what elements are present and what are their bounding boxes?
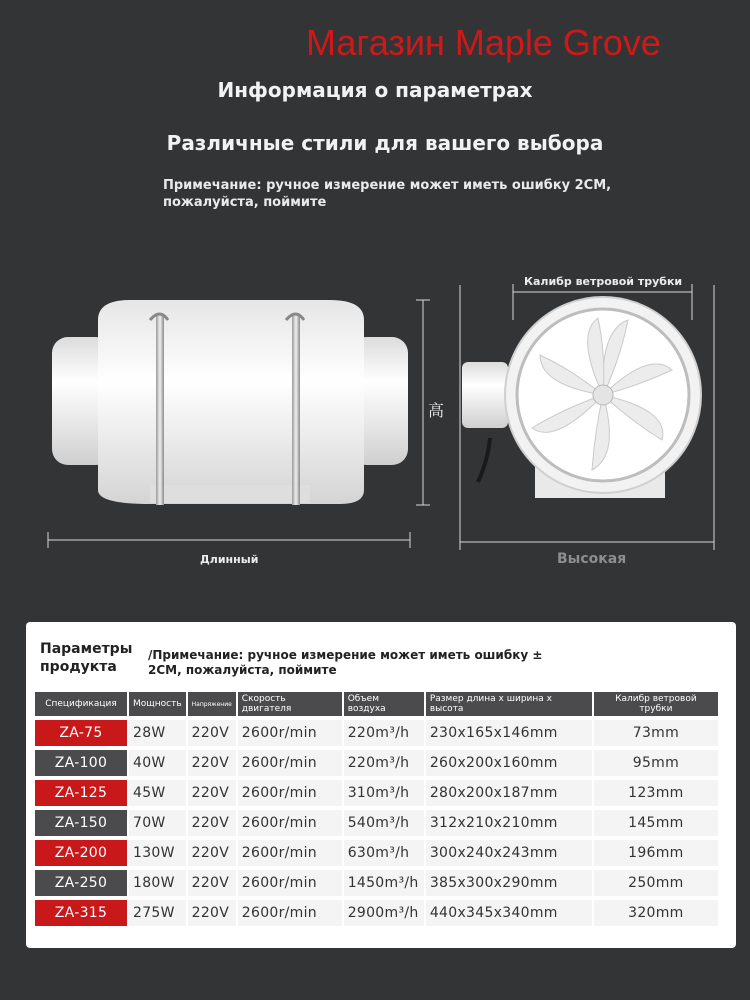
col-air: Объем воздуха [342,692,424,716]
caliber-cell: 250mm [592,870,718,896]
col-caliber: Калибр ветровой трубки [592,692,718,716]
table-row [35,780,718,806]
model-cell: ZA-125 [35,780,127,806]
model-cell: ZA-75 [35,720,127,746]
col-size: Размер длина x ширина x высота [424,692,592,716]
parameters-title: Параметры продукта [40,641,133,675]
table-header-row [35,692,718,716]
speed-cell: 2600r/min [236,870,342,896]
size-cell: 385x300x290mm [424,870,592,896]
voltage-cell: 220V [186,720,236,746]
power-cell: 70W [127,810,186,836]
table-row [35,810,718,836]
caliber-cell: 320mm [592,900,718,926]
table-row [35,900,718,926]
model-cell: ZA-150 [35,810,127,836]
voltage-cell: 220V [186,870,236,896]
air-cell: 2900m³/h [342,900,424,926]
power-cell: 180W [127,870,186,896]
size-cell: 312x210x210mm [424,810,592,836]
caliber-cell: 123mm [592,780,718,806]
size-cell: 230x165x146mm [424,720,592,746]
voltage-cell: 220V [186,900,236,926]
table-row [35,720,718,746]
power-cell: 45W [127,780,186,806]
table-row [35,840,718,866]
col-speed: Скорость двигателя [236,692,342,716]
speed-cell: 2600r/min [236,810,342,836]
speed-cell: 2600r/min [236,900,342,926]
voltage-cell: 220V [186,780,236,806]
table-row [35,870,718,896]
page-title: Информация о параметрах [217,78,533,102]
page-subtitle: Различные стили для вашего выбора [166,131,604,155]
power-cell: 130W [127,840,186,866]
high-label: Высокая [557,551,627,567]
front-view-fan [462,297,701,498]
fan-drawing [0,260,750,580]
size-cell: 300x240x243mm [424,840,592,866]
air-cell: 1450m³/h [342,870,424,896]
voltage-cell: 220V [186,810,236,836]
power-cell: 275W [127,900,186,926]
length-label: Длинный [200,553,259,566]
size-cell: 440x345x340mm [424,900,592,926]
store-brand: Магазин Maple Grove [306,22,661,63]
side-view-fan [52,300,408,505]
voltage-cell: 220V [186,750,236,776]
model-cell: ZA-315 [35,900,127,926]
air-cell: 220m³/h [342,720,424,746]
caliber-cell: 95mm [592,750,718,776]
power-cell: 40W [127,750,186,776]
size-cell: 280x200x187mm [424,780,592,806]
length-dimension [48,532,410,548]
col-voltage: Напряжение [186,692,236,716]
measurement-note: Примечание: ручное измерение может иметь ошибку 2CM, пожалуйста, поймите [163,178,612,210]
speed-cell: 2600r/min [236,840,342,866]
table-row [35,750,718,776]
height-label: 高 [428,401,445,420]
caliber-cell: 73mm [592,720,718,746]
model-cell: ZA-250 [35,870,127,896]
air-cell: 630m³/h [342,840,424,866]
speed-cell: 2600r/min [236,720,342,746]
duct-caliber-label: Калибр ветровой трубки [524,275,683,288]
parameters-panel [26,622,736,948]
speed-cell: 2600r/min [236,750,342,776]
caliber-cell: 145mm [592,810,718,836]
air-cell: 220m³/h [342,750,424,776]
power-cell: 28W [127,720,186,746]
col-spec: Спецификация [35,692,127,716]
air-cell: 310m³/h [342,780,424,806]
spec-table [35,688,718,930]
model-cell: ZA-200 [35,840,127,866]
speed-cell: 2600r/min [236,780,342,806]
voltage-cell: 220V [186,840,236,866]
model-cell: ZA-100 [35,750,127,776]
size-cell: 260x200x160mm [424,750,592,776]
col-power: Мощность [127,692,186,716]
caliber-cell: 196mm [592,840,718,866]
air-cell: 540m³/h [342,810,424,836]
product-illustration [0,260,750,580]
parameters-note: /Примечание: ручное измерение может иметь ошибку ± 2CM, пожалуйста, поймите [148,648,543,677]
